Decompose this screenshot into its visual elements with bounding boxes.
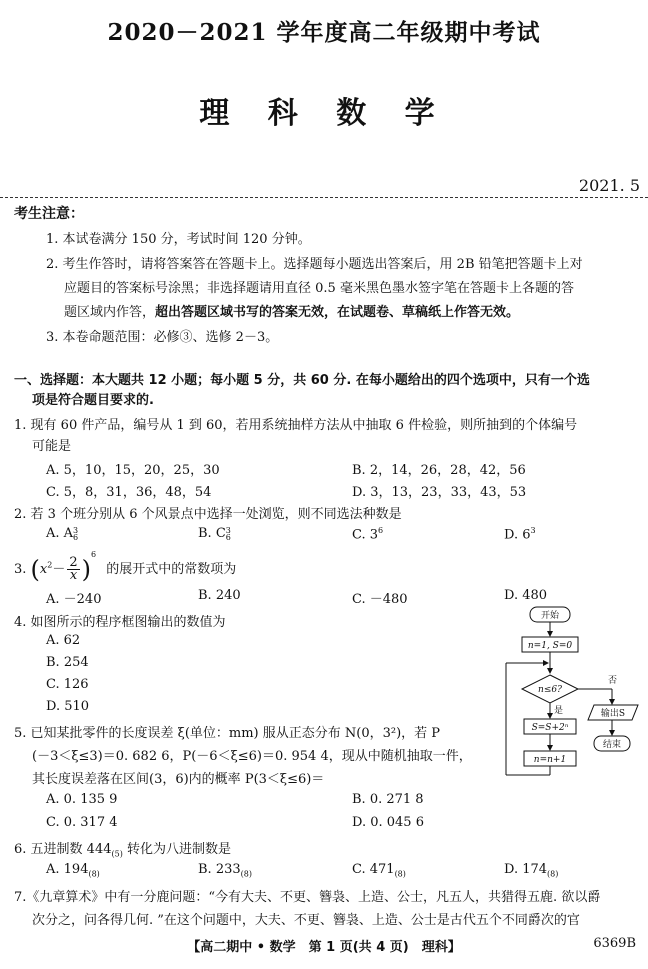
notice-line-3 xyxy=(64,301,519,320)
q1-option-c: C. 5，8，31，36，48，54 xyxy=(46,485,212,500)
q5-stem: 5. 已知某批零件的长度误差 ξ(单位：mm) 服从正态分布 N(0，3²)，若 P xyxy=(14,726,441,741)
q2-option-c: C. $3^6$ xyxy=(352,526,384,543)
flow-assign-label: S=S+2ⁿ xyxy=(531,723,569,733)
notice-item-2: 2. 考生作答时，请将答案答在答题卡上。选择题每小题选出答案后，用 2B 铅笔把答题卡上对 xyxy=(46,257,583,272)
q6-option-d: D. $174_{(8)}$ xyxy=(504,862,559,879)
q5-option-c: C. 0. 317 4 xyxy=(46,815,118,830)
flow-decision-label: n≤6? xyxy=(538,685,562,695)
notice-emphasis: 超出答题区域书写的答案无效，在试题卷、草稿纸上作答无效。 xyxy=(155,305,520,320)
flowchart xyxy=(500,605,640,780)
q1-stem-cont: 可能是 xyxy=(32,439,72,454)
q5-stem-cont2: 其长度误差落在区间(3，6)内的概率 P(3＜ξ≤6)＝ xyxy=(32,772,325,787)
q5-option-b: B. 0. 271 8 xyxy=(352,792,424,807)
q6-option-b: B. $233_{(8)}$ xyxy=(198,862,252,879)
q5-option-a: A. 0. 135 9 xyxy=(46,792,118,807)
q2-option-d: D. $6^3$ xyxy=(504,526,536,543)
q2-stem: 2. 若 3 个班分别从 6 个风景点中选择一处浏览，则不同选法种数是 xyxy=(14,507,402,522)
flow-increment-label: n=n+1 xyxy=(533,755,567,765)
flow-output-label: 输出S xyxy=(600,709,626,719)
footer-code: 6369B xyxy=(593,936,636,951)
notice-heading: 考生注意： xyxy=(14,206,84,222)
q1-option-a: A. 5，10，15，20，25，30 xyxy=(46,463,220,478)
exam-date: 2021. 5 xyxy=(578,176,640,195)
q6-stem: 6. 五进制数 $444_{(5)}$ 转化为八进制数是 xyxy=(14,842,231,859)
q4-option-a: A. 62 xyxy=(46,633,81,648)
exam-title: 2020－2021 学年度高二年级期中考试 xyxy=(107,19,541,46)
notice-item-1: 1. 本试卷满分 150 分，考试时间 120 分钟。 xyxy=(46,232,311,247)
q6-option-c: C. $471_{(8)}$ xyxy=(352,862,406,879)
notice-item-2-end: 题区域内作答， xyxy=(64,305,156,320)
header-divider xyxy=(0,197,648,198)
flow-init-label: n=1, S=0 xyxy=(527,641,573,651)
notice-item-2-cont: 应题目的答案标号涂黑；非选择题请用直径 0.5 毫米黑色墨水签字笔在答题卡上各题的答 xyxy=(64,281,574,296)
q3-option-b: B. 240 xyxy=(198,588,241,603)
page-footer: 【高二期中 • 数学 第 1 页(共 4 页) 理科】 xyxy=(187,940,461,955)
q4-option-b: B. 254 xyxy=(46,655,89,670)
q4-option-c: C. 126 xyxy=(46,677,89,692)
q3-option-c: C. －480 xyxy=(352,592,408,607)
q1-option-b: B. 2，14，26，28，42，56 xyxy=(352,463,526,478)
q5-option-d: D. 0. 045 6 xyxy=(352,815,424,830)
q1-stem: 1. 现有 60 件产品，编号从 1 到 60，若用系统抽样方法从中抽取 6 件检验，则所抽到的个体编号 xyxy=(14,418,578,433)
q7-stem: 7.《九章算术》中有一分鹿问题：“今有大夫、不更、簪袅、上造、公士，凡五人，共猎得五鹿. 欲以爵 xyxy=(14,890,601,905)
flow-start-label: 开始 xyxy=(540,611,560,621)
q5-stem-cont: (－3＜ξ≤3)＝0. 682 6，P(－6＜ξ≤6)＝0. 954 4，现从中随机抽取一件， xyxy=(32,749,472,764)
notice-item-3: 3. 本卷命题范围：必修③、选修 2－3。 xyxy=(46,330,279,345)
flow-no-label: 否 xyxy=(608,676,618,686)
q2-option-a: A. A 3 6 xyxy=(46,525,79,542)
q3-stem: 3. ($x^2-$ $\frac{2}{x}$ )$^6$ 的展开式中的常数项为 xyxy=(14,550,237,584)
q2-option-b: B. C 3 6 xyxy=(198,525,231,542)
section-heading-cont: 项是符合题目要求的. xyxy=(32,393,154,408)
q3-option-a: A. －240 xyxy=(46,592,102,607)
flow-end-label: 结束 xyxy=(602,740,622,750)
q3-option-d: D. 480 xyxy=(504,588,548,603)
q1-option-d: D. 3，13，23，33，43，53 xyxy=(352,485,527,500)
flow-yes-label: 是 xyxy=(554,706,564,716)
q6-option-a: A. $194_{(8)}$ xyxy=(46,862,100,879)
section-heading: 一、选择题：本大题共 12 小题；每小题 5 分，共 60 分. 在每小题给出的四个选项中，只有一个选 xyxy=(14,373,590,388)
q4-option-d: D. 510 xyxy=(46,699,90,714)
q7-stem-cont: 次分之，问各得几何. ”在这个问题中，大夫、不更、簪袅、上造、公士是古代五个不同爵次的官 xyxy=(32,913,580,928)
q4-stem: 4. 如图所示的程序框图输出的数值为 xyxy=(14,615,226,630)
subject-title: 理 科 数 学 xyxy=(199,96,449,131)
